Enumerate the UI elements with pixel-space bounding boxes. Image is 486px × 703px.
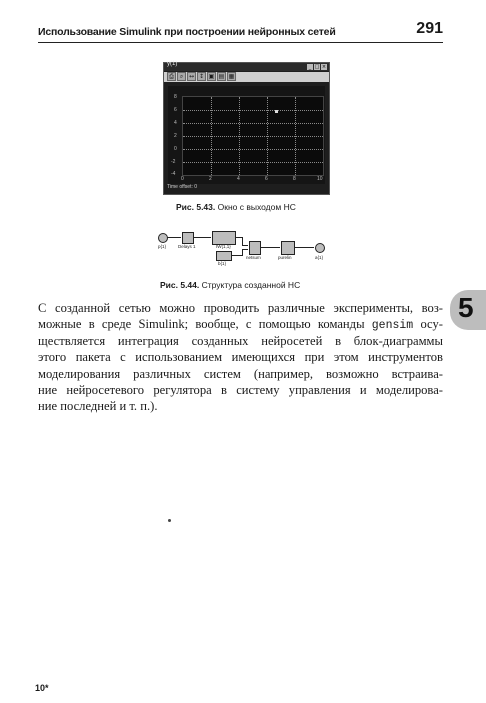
line-text: осу- — [413, 317, 443, 332]
paragraph-line — [38, 316, 443, 332]
zoom-icon[interactable]: ⌕ — [177, 72, 186, 81]
zoom-y-icon[interactable]: ↕ — [198, 73, 205, 80]
bias-block[interactable] — [216, 251, 232, 261]
grid-line — [183, 123, 323, 124]
caption-label: Рис. 5.43. — [176, 202, 216, 212]
line-text: можные в среде Simulink; вообще, с помощью команды — [38, 317, 372, 332]
signal-line — [242, 249, 248, 250]
y-tick: 2 — [174, 133, 177, 139]
delays-block[interactable] — [182, 232, 194, 244]
y-tick: -2 — [171, 159, 176, 165]
window-controls — [307, 64, 327, 70]
scope-display — [168, 86, 325, 184]
grid-line — [183, 110, 323, 111]
paragraph-line: ние нейросетевого регулятора в систему управления и моделирова- — [38, 382, 443, 397]
body-paragraph — [38, 300, 443, 415]
y-tick: 8 — [174, 94, 177, 100]
running-header — [38, 20, 443, 43]
block-label: p{1} — [158, 244, 167, 249]
header-title: Использование Simulink при построении нейронных сетей — [38, 26, 336, 38]
properties-icon[interactable]: ▦ — [228, 73, 235, 80]
chapter-tab — [450, 290, 486, 330]
block-label: b{1} — [218, 261, 227, 266]
signal-line — [242, 237, 243, 245]
block-label: IW{1,1} — [216, 244, 231, 249]
x-tick: 4 — [237, 176, 240, 182]
page-number: 291 — [416, 20, 443, 37]
scan-speck — [168, 519, 171, 522]
caption-text: Структура созданной НС — [201, 280, 301, 290]
y-tick: -4 — [171, 171, 176, 177]
block-label: Delays 1 — [178, 244, 196, 249]
save-axes-icon[interactable]: ▤ — [218, 73, 225, 80]
maximize-button[interactable]: □ — [314, 64, 320, 70]
scope-window — [163, 62, 330, 195]
x-tick: 10 — [317, 176, 323, 182]
print-icon[interactable]: ⎙ — [167, 72, 176, 81]
grid-line — [183, 149, 323, 150]
window-title: y(1) — [167, 61, 178, 67]
paragraph-line: С созданной сетью можно проводить различные эксперименты, воз- — [38, 301, 443, 315]
signal-line — [260, 247, 280, 248]
grid-line — [183, 136, 323, 137]
x-tick: 0 — [181, 176, 184, 182]
zoom-x-icon[interactable]: ↔ — [188, 73, 195, 80]
paragraph-line: моделирования различных систем (например, возможно встраива- — [38, 366, 443, 381]
chapter-number: 5 — [458, 292, 474, 323]
y-tick: 0 — [174, 146, 177, 152]
scope-toolbar — [164, 72, 329, 82]
x-tick: 8 — [293, 176, 296, 182]
signal-line — [193, 237, 211, 238]
block-label: purelin — [278, 255, 292, 260]
purelin-block[interactable] — [281, 241, 295, 255]
close-button[interactable]: × — [321, 64, 327, 70]
minimize-button[interactable]: _ — [308, 64, 312, 70]
caption-text: Окно с выходом НС — [217, 202, 296, 212]
block-label: a{1} — [315, 255, 324, 260]
block-label: netsum — [246, 255, 261, 260]
netsum-block[interactable] — [249, 241, 261, 255]
signature-mark: 10* — [35, 683, 49, 693]
signal-line — [167, 237, 181, 238]
signal-line — [242, 249, 243, 256]
code-gensim: gensim — [371, 319, 414, 333]
window-title-bar[interactable] — [164, 63, 329, 71]
caption-label: Рис. 5.44. — [160, 280, 200, 290]
output-port-block[interactable] — [315, 243, 325, 253]
time-offset-status: Time offset: 0 — [167, 184, 198, 190]
y-tick: 4 — [174, 120, 177, 126]
signal-line — [294, 247, 314, 248]
scope-plot-area — [182, 96, 324, 176]
x-tick: 2 — [209, 176, 212, 182]
input-port-block[interactable] — [158, 233, 168, 243]
autoscale-icon[interactable]: ▣ — [208, 73, 215, 80]
grid-line — [183, 162, 323, 163]
paragraph-line: ществляется интеграция созданных нейросетей в блок-диаграммы — [38, 333, 443, 348]
x-tick: 6 — [265, 176, 268, 182]
signal-line — [242, 245, 248, 246]
paragraph-line: ние последней и т. п.). — [38, 399, 158, 414]
signal-marker — [275, 110, 278, 113]
figure-caption-5-44 — [160, 280, 300, 290]
weight-block[interactable] — [212, 231, 236, 245]
y-tick: 6 — [174, 107, 177, 113]
network-block-diagram — [150, 225, 330, 275]
paragraph-line: этого пакета с использованием имеющихся при этом инструментов — [38, 350, 443, 365]
figure-caption-5-43 — [176, 202, 296, 212]
